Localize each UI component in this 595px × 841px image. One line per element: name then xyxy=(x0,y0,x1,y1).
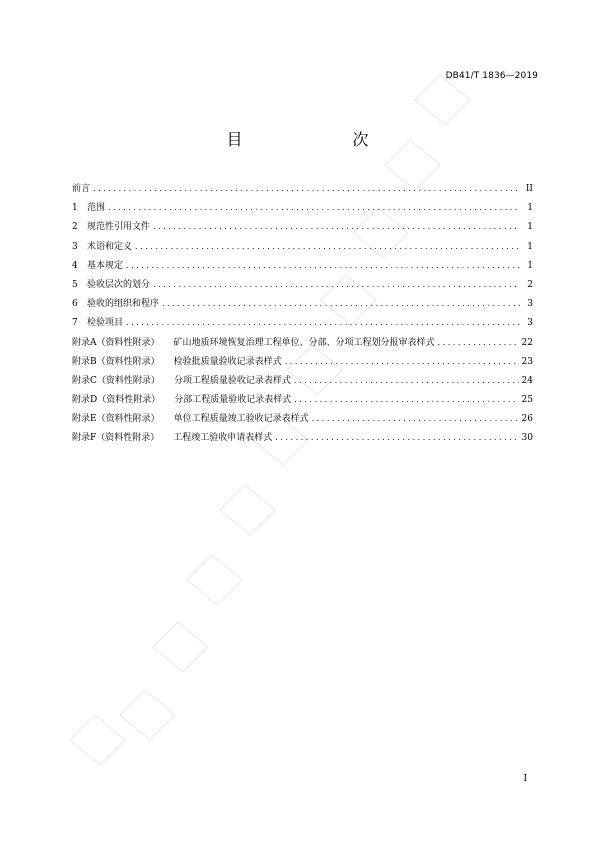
appendix-label: 单位工程质量竣工验收记录表样式 xyxy=(173,414,309,425)
page-title: 目 次 xyxy=(226,130,395,149)
toc-leader-dots xyxy=(108,198,520,217)
toc-appendix-entry[interactable] xyxy=(72,352,533,371)
appendix-label: 矿山地质环境恢复治理工程单位、分部、分项工程划分报审表样式 xyxy=(173,337,435,348)
toc-appendix-entry[interactable] xyxy=(72,390,533,409)
toc-leader-dots xyxy=(438,333,519,352)
appendix-label: 分项工程质量验收记录表样式 xyxy=(173,375,291,386)
toc-entry[interactable] xyxy=(72,294,533,313)
toc-leader-dots xyxy=(294,371,519,390)
toc-leader-dots xyxy=(285,352,519,371)
toc-page-number: 24 xyxy=(521,375,533,386)
toc-entry[interactable] xyxy=(72,256,533,275)
toc-page-number: 1 xyxy=(527,203,533,214)
table-of-contents xyxy=(72,179,533,448)
toc-page-number: 3 xyxy=(527,318,533,329)
watermark-diamond xyxy=(120,690,175,740)
toc-appendix-entry[interactable] xyxy=(72,333,533,352)
appendix-prefix: 附录C（资料性附录） xyxy=(72,375,160,386)
toc-leader-dots xyxy=(126,313,520,332)
watermark-diamond xyxy=(153,622,208,672)
toc-entry[interactable] xyxy=(72,237,533,256)
toc-entry[interactable] xyxy=(72,179,533,198)
toc-page-number: 1 xyxy=(527,260,533,271)
toc-page-number: 1 xyxy=(527,241,533,252)
toc-leader-dots xyxy=(135,237,520,256)
toc-entry[interactable] xyxy=(72,217,533,236)
appendix-label: 分部工程质量验收记录表样式 xyxy=(174,395,292,406)
toc-label: 前言 xyxy=(72,184,91,194)
toc-page-number: 30 xyxy=(521,433,533,444)
appendix-prefix: 附录B（资料性附录） xyxy=(72,356,160,367)
document-code: DB41/T 1836—2019 xyxy=(445,71,538,81)
toc-page-number: 1 xyxy=(527,222,533,233)
appendix-prefix: 附录A（资料性附录） xyxy=(72,337,160,348)
toc-label: 术语和定义 xyxy=(87,241,133,252)
watermark-diamond xyxy=(187,555,242,605)
toc-leader-dots xyxy=(126,256,520,275)
watermark-diamond xyxy=(220,485,275,535)
toc-page-number: 25 xyxy=(521,395,533,406)
toc-label: 基本规定 xyxy=(87,260,124,271)
appendix-prefix: 附录D（资料性附录） xyxy=(72,395,161,406)
toc-entry[interactable] xyxy=(72,198,533,217)
toc-page-number: 26 xyxy=(521,414,533,425)
toc-leader-dots xyxy=(153,275,520,294)
toc-leader-dots xyxy=(294,390,518,409)
toc-section-number: 6 xyxy=(72,299,78,310)
appendix-label: 工程竣工验收申请表样式 xyxy=(173,433,273,444)
toc-section-number: 1 xyxy=(72,203,78,214)
toc-entry[interactable] xyxy=(72,275,533,294)
toc-page-number: 3 xyxy=(527,299,533,310)
toc-leader-dots xyxy=(153,217,520,236)
toc-leader-dots xyxy=(275,428,518,447)
toc-page-number: II xyxy=(525,184,533,194)
toc-label: 规范性引用文件 xyxy=(87,222,151,233)
toc-label: 范围 xyxy=(87,203,106,214)
watermark-diamond xyxy=(70,715,125,765)
appendix-prefix: 附录E（资料性附录） xyxy=(72,414,160,425)
toc-appendix-entry[interactable] xyxy=(72,409,533,428)
toc-appendix-entry[interactable] xyxy=(72,371,533,390)
toc-appendix-entry[interactable] xyxy=(72,428,533,447)
toc-leader-dots xyxy=(162,294,520,313)
toc-page-number: 2 xyxy=(527,279,533,290)
toc-section-number: 7 xyxy=(72,318,78,329)
appendix-prefix: 附录F（资料性附录） xyxy=(72,433,160,444)
toc-section-number: 5 xyxy=(72,279,78,290)
toc-leader-dots xyxy=(312,409,519,428)
toc-page-number: 23 xyxy=(521,356,533,367)
toc-leader-dots xyxy=(93,179,520,198)
toc-section-number: 4 xyxy=(72,260,78,271)
appendix-label: 检验批质量验收记录表样式 xyxy=(173,356,282,367)
toc-entry[interactable] xyxy=(72,313,533,332)
toc-section-number: 3 xyxy=(72,241,78,252)
footer-page-number: I xyxy=(523,774,527,784)
watermark-diamond xyxy=(415,75,470,125)
toc-label: 检验项目 xyxy=(87,318,124,329)
toc-page-number: 22 xyxy=(521,337,533,348)
toc-label: 验收的组织和程序 xyxy=(87,299,160,310)
toc-section-number: 2 xyxy=(72,222,78,233)
toc-label: 验收层次的划分 xyxy=(87,279,151,290)
